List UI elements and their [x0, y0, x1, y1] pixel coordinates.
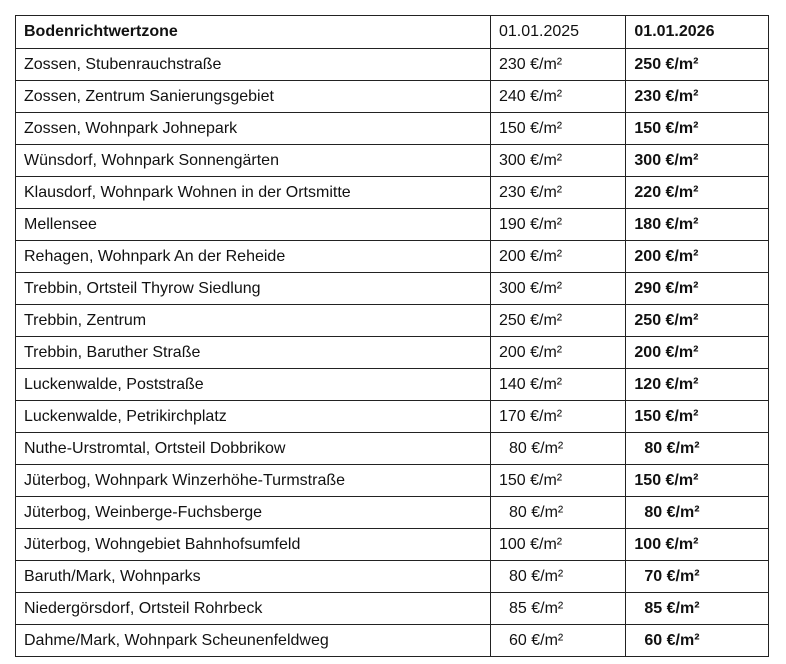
column-header-2026: 01.01.2026: [626, 16, 769, 49]
value-2026-cell: 290 €/m²: [626, 273, 769, 305]
value-2025-cell: 250 €/m²: [490, 305, 625, 337]
zone-cell: Baruth/Mark, Wohnparks: [16, 561, 491, 593]
value-2025-cell: 150 €/m²: [490, 113, 625, 145]
table-row: [16, 305, 769, 337]
zone-cell: Jüterbog, Weinberge-Fuchsberge: [16, 497, 491, 529]
value-2025-cell: 140 €/m²: [490, 369, 625, 401]
value-2025-cell: 200 €/m²: [490, 337, 625, 369]
value-2025-cell: 100 €/m²: [490, 529, 625, 561]
value-2025-cell: 60 €/m²: [490, 625, 625, 657]
zone-cell: Zossen, Wohnpark Johnepark: [16, 113, 491, 145]
value-2025-cell: 200 €/m²: [490, 241, 625, 273]
table-row: [16, 81, 769, 113]
zone-cell: Zossen, Stubenrauchstraße: [16, 49, 491, 81]
table-row: [16, 561, 769, 593]
table-body: [16, 16, 769, 657]
table-row: [16, 177, 769, 209]
value-2025-cell: 300 €/m²: [490, 273, 625, 305]
value-2026-cell: 150 €/m²: [626, 113, 769, 145]
column-header-zone: Bodenrichtwertzone: [16, 16, 491, 49]
value-2025-cell: 230 €/m²: [490, 49, 625, 81]
value-2026-cell: 230 €/m²: [626, 81, 769, 113]
column-header-2025: 01.01.2025: [490, 16, 625, 49]
table-row: [16, 241, 769, 273]
table-row: [16, 369, 769, 401]
zone-cell: Rehagen, Wohnpark An der Reheide: [16, 241, 491, 273]
value-2026-cell: 60 €/m²: [626, 625, 769, 657]
value-2025-cell: 240 €/m²: [490, 81, 625, 113]
value-2025-cell: 300 €/m²: [490, 145, 625, 177]
zone-cell: Mellensee: [16, 209, 491, 241]
value-2026-cell: 120 €/m²: [626, 369, 769, 401]
value-2025-cell: 190 €/m²: [490, 209, 625, 241]
zone-cell: Trebbin, Zentrum: [16, 305, 491, 337]
zone-cell: Klausdorf, Wohnpark Wohnen in der Ortsmitte: [16, 177, 491, 209]
land-value-table: [15, 15, 769, 657]
zone-cell: Luckenwalde, Poststraße: [16, 369, 491, 401]
value-2026-cell: 200 €/m²: [626, 241, 769, 273]
value-2025-cell: 80 €/m²: [490, 433, 625, 465]
table-row: [16, 465, 769, 497]
value-2026-cell: 85 €/m²: [626, 593, 769, 625]
value-2025-cell: 80 €/m²: [490, 561, 625, 593]
zone-cell: Trebbin, Ortsteil Thyrow Siedlung: [16, 273, 491, 305]
value-2026-cell: 150 €/m²: [626, 401, 769, 433]
value-2026-cell: 80 €/m²: [626, 433, 769, 465]
table-row: [16, 113, 769, 145]
value-2026-cell: 250 €/m²: [626, 49, 769, 81]
value-2026-cell: 70 €/m²: [626, 561, 769, 593]
value-2026-cell: 80 €/m²: [626, 497, 769, 529]
value-2025-cell: 85 €/m²: [490, 593, 625, 625]
table-row: [16, 593, 769, 625]
value-2026-cell: 150 €/m²: [626, 465, 769, 497]
zone-cell: Wünsdorf, Wohnpark Sonnengärten: [16, 145, 491, 177]
value-2025-cell: 230 €/m²: [490, 177, 625, 209]
zone-cell: Dahme/Mark, Wohnpark Scheunenfeldweg: [16, 625, 491, 657]
zone-cell: Jüterbog, Wohngebiet Bahnhofsumfeld: [16, 529, 491, 561]
value-2026-cell: 250 €/m²: [626, 305, 769, 337]
zone-cell: Niedergörsdorf, Ortsteil Rohrbeck: [16, 593, 491, 625]
table-row: [16, 497, 769, 529]
value-2026-cell: 300 €/m²: [626, 145, 769, 177]
table-row: [16, 209, 769, 241]
table-row: [16, 337, 769, 369]
table-row: [16, 49, 769, 81]
table-row: [16, 401, 769, 433]
zone-cell: Jüterbog, Wohnpark Winzerhöhe-Turmstraße: [16, 465, 491, 497]
table-row: [16, 145, 769, 177]
value-2025-cell: 170 €/m²: [490, 401, 625, 433]
zone-cell: Zossen, Zentrum Sanierungsgebiet: [16, 81, 491, 113]
value-2026-cell: 100 €/m²: [626, 529, 769, 561]
table-row: [16, 433, 769, 465]
zone-cell: Luckenwalde, Petrikirchplatz: [16, 401, 491, 433]
value-2026-cell: 180 €/m²: [626, 209, 769, 241]
value-2025-cell: 80 €/m²: [490, 497, 625, 529]
table-row: [16, 529, 769, 561]
value-2026-cell: 220 €/m²: [626, 177, 769, 209]
table-row: [16, 625, 769, 657]
zone-cell: Nuthe-Urstromtal, Ortsteil Dobbrikow: [16, 433, 491, 465]
table-header-row: [16, 16, 769, 49]
value-2026-cell: 200 €/m²: [626, 337, 769, 369]
value-2025-cell: 150 €/m²: [490, 465, 625, 497]
zone-cell: Trebbin, Baruther Straße: [16, 337, 491, 369]
table-row: [16, 273, 769, 305]
